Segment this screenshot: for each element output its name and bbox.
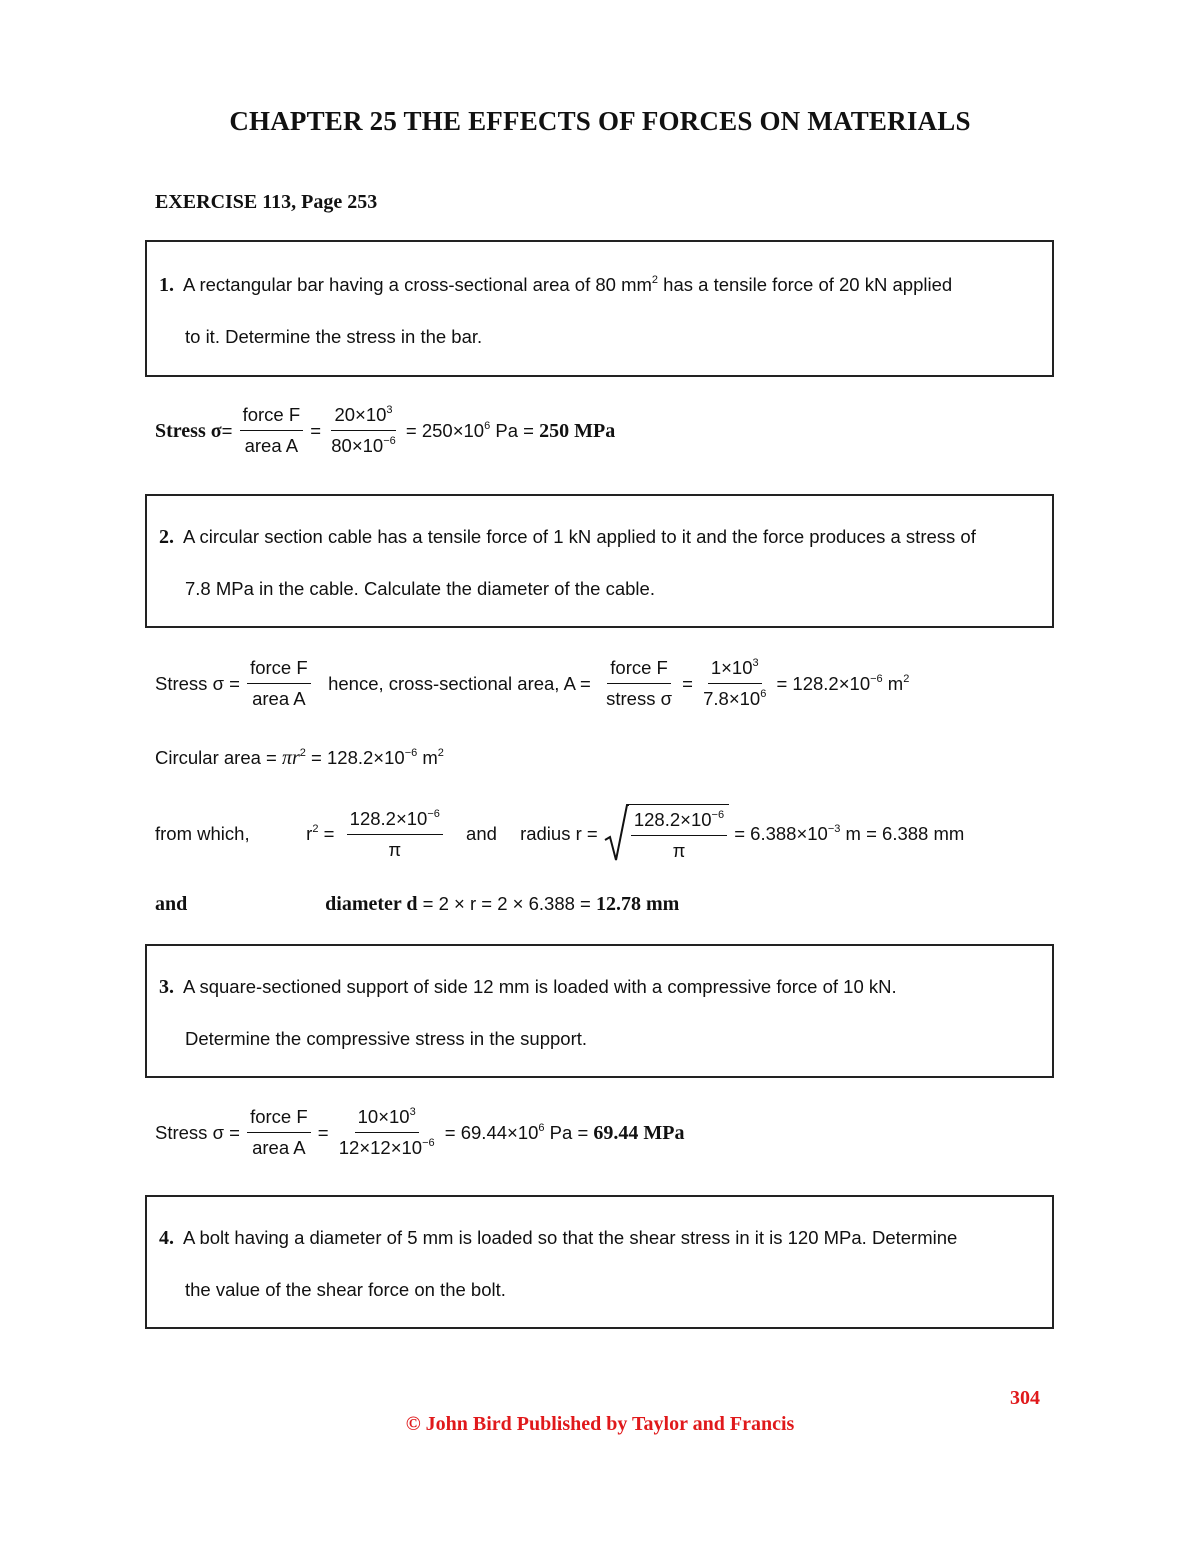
fraction: $\frac{\text{force F}}{\text{area A}}$ [247, 1104, 311, 1161]
page-number: 304 [1010, 1387, 1040, 1409]
fraction: $\frac{\text{force F}}{\text{area A}}$ [240, 402, 304, 459]
question-3-line-2: Determine the compressive stress in the support. [185, 1028, 588, 1049]
fraction: $\frac{128.2\times 10^{-6}}{\pi}$ [631, 807, 727, 864]
radical-sign-icon [603, 804, 629, 864]
answer-2-row-1: Stress σ = $\frac{\text{force F}}{\text{area A}}$ hence, cross-sectional area, A = $\frac{\text{force F}}{\text{stress σ}}$ = $\frac{1\times 10^3}{7.8\times 10^6}$ = $128.2\times 10^{-6}$ $m^2$ [155, 655, 909, 719]
answer-2-row-4: and diameter d = 2 × r = 2 × 6.388 = 12.78 mm [155, 893, 680, 915]
fraction: $\frac{128.2\times 10^{-6}}{\pi}$ [347, 806, 443, 863]
fraction: $\frac{\text{force F}}{\text{area A}}$ [247, 655, 311, 712]
question-number: 4. [159, 1227, 174, 1249]
answer-2-result: 12.78 mm [596, 893, 680, 915]
answer-3-result: 69.44 MPa [593, 1121, 685, 1144]
question-number: 1. [159, 274, 174, 296]
question-box-3 [145, 944, 1054, 1078]
exercise-heading: EXERCISE 113, Page 253 [155, 191, 378, 213]
question-4-line-2: the value of the shear force on the bolt. [185, 1279, 506, 1300]
question-2-line-1: 2. A circular section cable has a tensile force of 1 kN applied to it and the force produces a stress of [159, 526, 976, 548]
question-1-line-1: 1. A rectangular bar having a cross-sectional area of 80 $mm^2$ has a tensile force of 20 kN applied [159, 274, 953, 296]
answer-3-equation: Stress σ = $\frac{\text{force F}}{\text{area A}}$ = $\frac{10\times 10^3}{12\times 12\times 10^{-6}}$ = $69.44\times 10^6$ Pa = 69.44 MPa [155, 1104, 684, 1168]
answer-1-result: 250 MPa [539, 419, 616, 442]
fraction: $\frac{\text{force F}}{\text{stress σ}}$ [606, 657, 673, 709]
page-title: CHAPTER 25 THE EFFECTS OF FORCES ON MATERIALS [229, 106, 971, 136]
fraction: $\frac{1\times 10^3}{7.8\times 10^6}$ [703, 657, 767, 709]
question-1-line-2: to it. Determine the stress in the bar. [185, 326, 483, 347]
question-box-1 [145, 240, 1054, 377]
question-box-4 [145, 1195, 1054, 1329]
answer-1-equation: Stress σ= $\frac{\text{force F}}{\text{area A}}$ = $\frac{20\times 10^3}{80\times 10^{-6}}$ = $250\times 10^6$ Pa = 250 MPa [155, 402, 615, 466]
fraction: $\frac{10\times 10^3}{12\times 12\times 10^{-6}}$ [338, 1106, 435, 1158]
answer-2-row-2: Circular area = $\pi r^2 = 128.2\times 10^{-6}$ $m^2$ [155, 747, 444, 769]
square-root [603, 804, 729, 864]
question-4-line-1: 4. A bolt having a diameter of 5 mm is loaded so that the shear stress in it is 120 MPa. Determine [159, 1227, 958, 1249]
answer-2-row-3: from which, $r^2$ = $\frac{128.2\times 10^{-6}}{\pi}$ and radius r = $\frac{128.2\times 10^{-6}}{\pi}$ = $6.388\times 10^{-3}$ m = 6.388 mm [155, 804, 964, 868]
question-number: 3. [159, 976, 174, 998]
question-number: 2. [159, 526, 174, 548]
question-box-2 [145, 494, 1054, 628]
fraction: $\frac{20\times 10^3}{80\times 10^{-6}}$ [331, 404, 396, 456]
question-3-line-1: 3. A square-sectioned support of side 12 mm is loaded with a compressive force of 10 kN. [159, 976, 897, 998]
question-2-line-2: 7.8 MPa in the cable. Calculate the diameter of the cable. [185, 578, 655, 599]
copyright-footer: © John Bird Published by Taylor and Francis [405, 1413, 795, 1435]
